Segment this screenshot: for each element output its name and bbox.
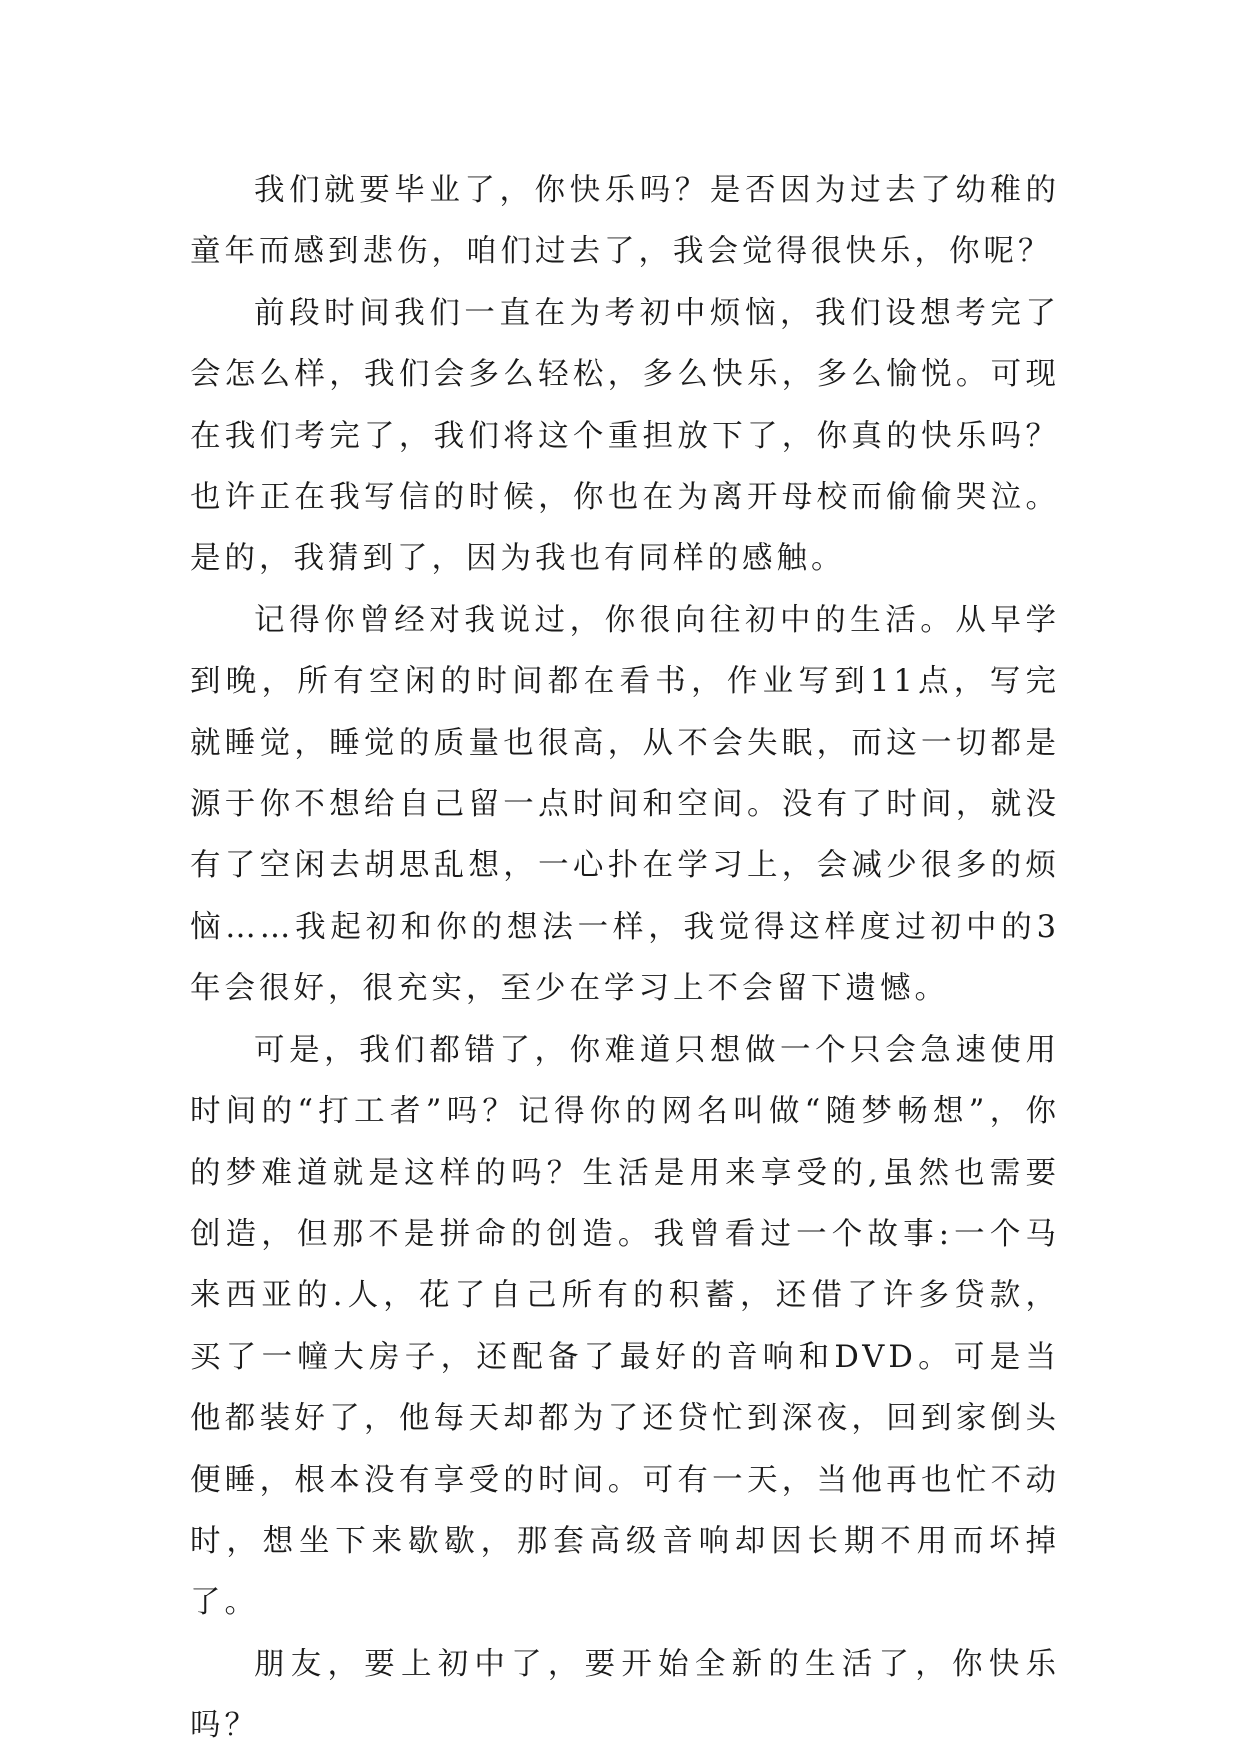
letter-body <box>190 160 1060 1757</box>
paragraph-2: 前段时间我们一直在为考初中烦恼，我们设想考完了会怎么样，我们会多么轻松，多么快乐，多么愉悦。可现在我们考完了，我们将这个重担放下了，你真的快乐吗？也许正在我写信的时候，你也在为离开母校而偷偷哭泣。是的，我猜到了，因为我也有同样的感触。 <box>190 295 1060 577</box>
paragraph-5: 朋友，要上初中了，要开始全新的生活了，你快乐吗？ <box>190 1646 1060 1744</box>
paragraph-3: 记得你曾经对我说过，你很向往初中的生活。从早学到晚，所有空闲的时间都在看书，作业写到11点，写完就睡觉，睡觉的质量也很高，从不会失眠，而这一切都是源于你不想给自己留一点时间和空间。没有了时间，就没有了空闲去胡思乱想，一心扑在学习上，会减少很多的烦恼……我起初和你的想法一样，我觉得这样度过初中的3年会很好，很充实，至少在学习上不会留下遗憾。 <box>190 602 1060 1007</box>
paragraph-1: 我们就要毕业了，你快乐吗？是否因为过去了幼稚的童年而感到悲伤，咱们过去了，我会觉得很快乐，你呢？ <box>190 173 1060 270</box>
paragraph-4: 可是，我们都错了，你难道只想做一个只会急速使用时间的“打工者”吗？记得你的网名叫做“随梦畅想”，你的梦难道就是这样的吗？生活是用来享受的,虽然也需要创造，但那不是拼命的创造。我曾看过一个故事:一个马来西亚的.人，花了自己所有的积蓄，还借了许多贷款，买了一幢大房子，还配备了最好的音响和DVD。可是当他都装好了，他每天却都为了还贷忙到深夜，回到家倒头便睡，根本没有享受的时间。可有一天，当他再也忙不动时，想坐下来歇歇，那套高级音响却因长期不用而坏掉了。 <box>190 1032 1060 1621</box>
